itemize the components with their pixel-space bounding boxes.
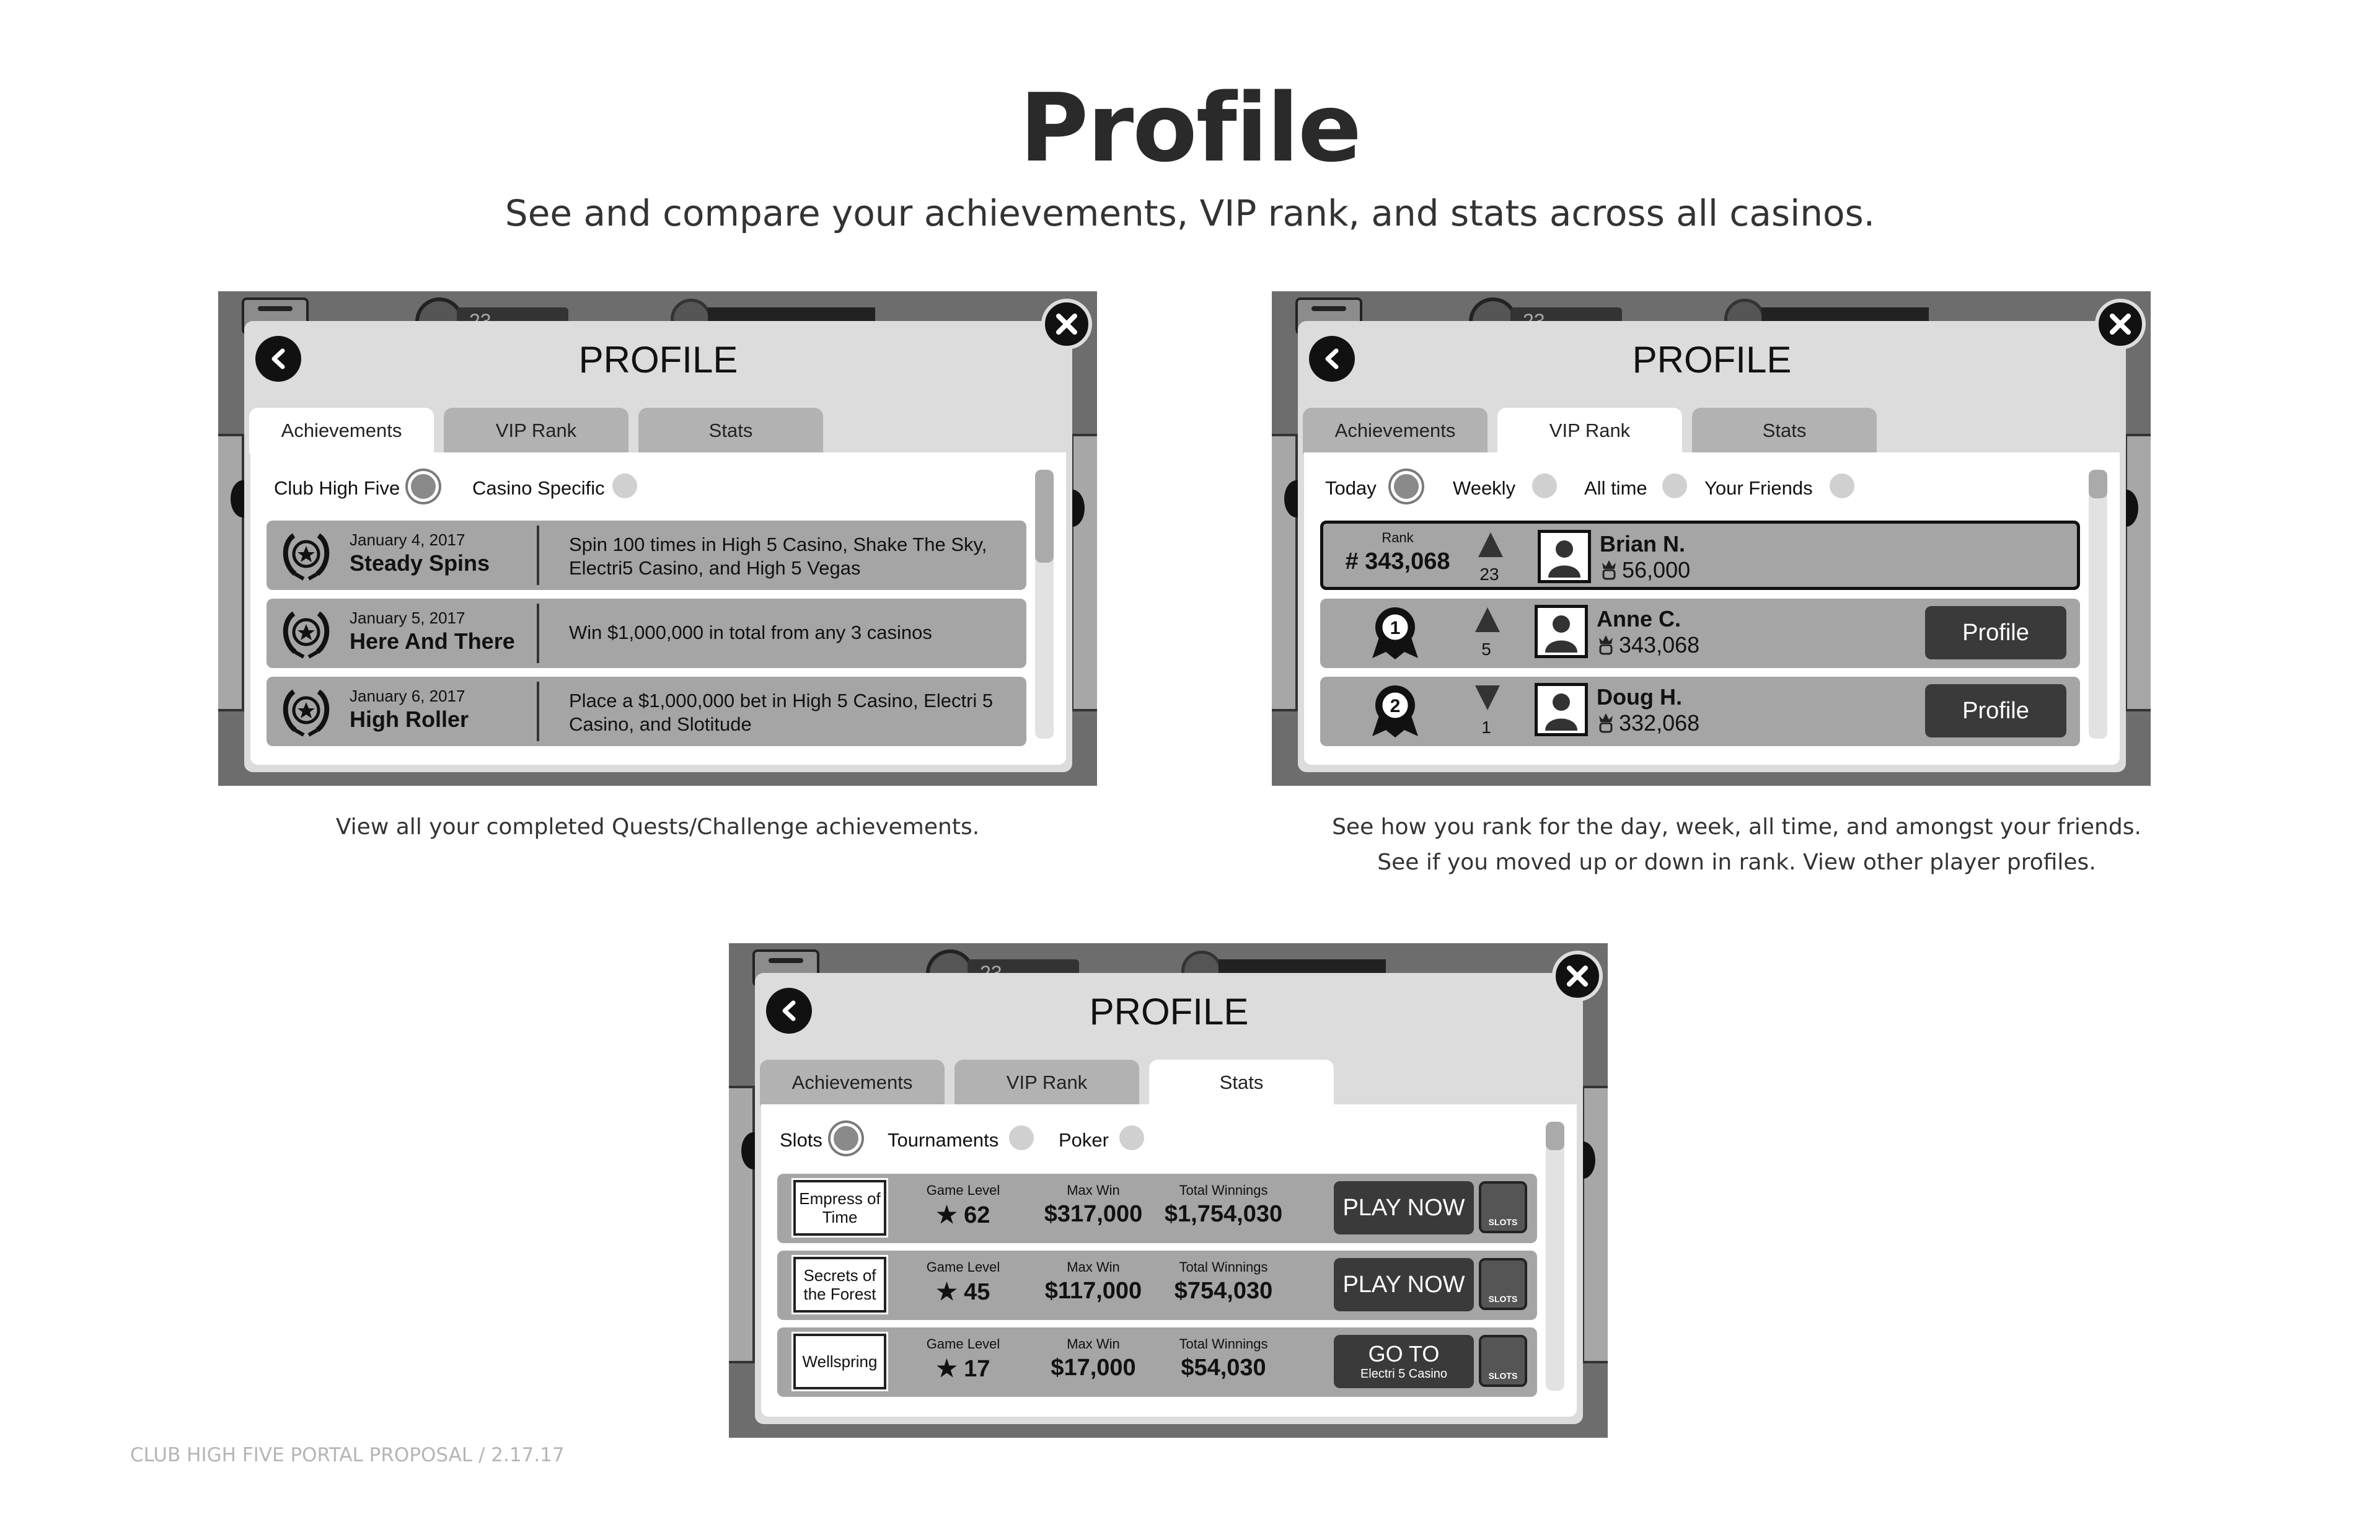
filter-poker-radio[interactable] (1119, 1125, 1144, 1150)
game-stat-row (777, 1174, 1537, 1243)
star-icon: ★ (936, 1356, 964, 1382)
profile-panel (755, 973, 1583, 1424)
total-winnings-value: $1,754,030 (1164, 1201, 1283, 1227)
close-icon (1045, 302, 1088, 346)
game-level-number: 45 (964, 1279, 990, 1305)
filter-tournaments-radio[interactable] (1009, 1125, 1034, 1150)
go-to-casino: Electri 5 Casino (1360, 1367, 1448, 1381)
stats-mockup (729, 943, 1608, 1438)
profile-panel (1298, 321, 2126, 772)
divider (537, 682, 539, 741)
max-win-label: Max Win (1067, 1259, 1120, 1275)
laurel-star-icon (276, 529, 336, 581)
caption-vip-line1: See how you rank for the day, week, all time, and amongst your friends. (1332, 814, 2141, 840)
close-button[interactable] (1552, 951, 1603, 1001)
achievement-name: High Roller (350, 706, 469, 732)
star-icon: ★ (936, 1279, 964, 1305)
avatar[interactable] (1538, 530, 1591, 583)
crown-hand-icon (1597, 711, 1615, 733)
rank-label: Rank (1382, 530, 1414, 545)
total-winnings-value: $54,030 (1181, 1355, 1266, 1381)
scrollbar[interactable] (1546, 1122, 1564, 1391)
rank-move: 5 (1481, 640, 1491, 659)
close-icon (1556, 954, 1599, 998)
filter-club-high-five-radio[interactable] (408, 471, 439, 502)
total-winnings-label: Total Winnings (1179, 1259, 1268, 1275)
go-to-button[interactable] (1334, 1335, 1474, 1388)
achievement-row (267, 677, 1026, 746)
panel-title: PROFILE (1089, 991, 1249, 1032)
profile-button[interactable]: Profile (1925, 606, 2066, 659)
tab-stats[interactable]: Stats (638, 408, 823, 454)
achievement-date: January 6, 2017 (350, 687, 465, 705)
go-to-label: GO TO (1368, 1341, 1440, 1366)
player-points (1597, 632, 1699, 658)
tab-achievements[interactable]: Achievements (249, 408, 434, 454)
arrow-up-icon (1474, 606, 1501, 633)
laurel-star-icon (276, 685, 336, 737)
player-name: Doug H. (1597, 684, 1682, 710)
achievement-name: Here And There (350, 628, 515, 654)
casino-logo-text: SLOTS (1488, 1371, 1518, 1381)
tab-stats[interactable]: Stats (1692, 408, 1877, 454)
achievement-date: January 5, 2017 (350, 609, 465, 627)
game-level-number: 62 (964, 1202, 990, 1228)
ribbon-medal-icon (1367, 605, 1423, 661)
player-points-value: 56,000 (1622, 557, 1691, 583)
side-panel-right (1071, 434, 1097, 711)
player-points-value: 332,068 (1619, 710, 1700, 736)
rank-move: 23 (1479, 565, 1499, 584)
caption-vip-line2: See if you moved up or down in rank. View other player profiles. (1377, 850, 2096, 875)
crown-hand-icon (1600, 558, 1618, 580)
divider (537, 526, 539, 585)
my-rank-row (1320, 521, 2080, 590)
casino-logo[interactable] (1479, 1335, 1527, 1387)
close-button[interactable] (2095, 299, 2146, 350)
laurel-star-icon (276, 607, 336, 659)
game-level-value (920, 1355, 1007, 1383)
game-stat-row (777, 1251, 1537, 1320)
close-button[interactable] (1041, 299, 1092, 350)
filter-slots-radio[interactable] (831, 1123, 862, 1154)
player-name: Brian N. (1600, 531, 1686, 557)
achievement-description: Spin 100 times in High 5 Casino, Shake The Sky, Electri5 Casino, and High 5 Vegas (569, 534, 987, 579)
game-level-value (920, 1201, 1007, 1229)
scrollbar[interactable] (1035, 470, 1054, 739)
filter-casino-specific-label: Casino Specific (472, 477, 605, 499)
vip-rank-mockup (1272, 291, 2151, 786)
achievement-name: Steady Spins (350, 550, 490, 576)
filter-friends-radio[interactable] (1830, 473, 1854, 498)
side-panel-left (729, 1086, 755, 1363)
total-winnings-label: Total Winnings (1179, 1336, 1268, 1352)
game-name[interactable]: Secrets of the Forest (793, 1257, 886, 1313)
filter-tournaments-label: Tournaments (888, 1129, 999, 1151)
leaderboard-row (1320, 599, 2080, 668)
user-icon (1538, 686, 1585, 733)
game-level-label: Game Level (926, 1336, 1000, 1352)
achievements-content (250, 452, 1066, 765)
game-stat-row (777, 1327, 1537, 1397)
side-panel-right (1582, 1086, 1608, 1363)
divider (537, 604, 539, 663)
casino-logo-text: SLOTS (1488, 1294, 1518, 1304)
tab-achievements[interactable]: Achievements (1303, 408, 1488, 454)
page-title: Profile (1019, 73, 1361, 183)
tab-achievements[interactable]: Achievements (760, 1060, 945, 1106)
achievement-row (267, 521, 1026, 590)
filter-casino-specific-radio[interactable] (612, 473, 637, 498)
achievement-description: Win $1,000,000 in total from any 3 casinos (569, 622, 932, 643)
tab-stats[interactable]: Stats (1149, 1060, 1334, 1106)
max-win-label: Max Win (1067, 1336, 1120, 1352)
play-now-button[interactable]: PLAY NOW (1334, 1181, 1474, 1234)
player-points (1600, 557, 1690, 583)
player-name: Anne C. (1597, 606, 1681, 631)
crown-hand-icon (1597, 633, 1615, 655)
panel-title: PROFILE (578, 339, 738, 381)
filter-today-radio[interactable] (1391, 471, 1422, 502)
tab-vip-rank[interactable]: VIP Rank (954, 1060, 1139, 1106)
filter-today-label: Today (1325, 477, 1377, 499)
casino-logo[interactable] (1479, 1258, 1527, 1310)
filter-poker-label: Poker (1059, 1129, 1109, 1151)
player-points-value: 343,068 (1619, 632, 1700, 658)
max-win-value: $317,000 (1044, 1201, 1143, 1227)
page-subtitle: See and compare your achievements, VIP rank, and stats across all casinos. (505, 192, 1875, 234)
caption-achievements: View all your completed Quests/Challenge achievements. (335, 814, 980, 840)
filter-all-time-label: All time (1584, 477, 1647, 499)
arrow-down-icon (1474, 684, 1501, 711)
user-icon (1541, 533, 1588, 580)
leaderboard-row (1320, 677, 2080, 746)
stats-content (761, 1104, 1577, 1417)
game-name[interactable]: Empress of Time (793, 1180, 886, 1236)
game-level-value (920, 1278, 1007, 1306)
achievement-row (267, 599, 1026, 668)
ribbon-medal-icon (1367, 683, 1423, 739)
avatar[interactable] (1535, 683, 1588, 736)
tab-vip-rank[interactable]: VIP Rank (444, 408, 628, 454)
total-winnings-label: Total Winnings (1179, 1182, 1268, 1198)
casino-logo[interactable] (1479, 1181, 1527, 1233)
profile-panel (244, 321, 1072, 772)
side-panel-right (2125, 434, 2151, 711)
achievement-description: Place a $1,000,000 bet in High 5 Casino, Electri 5 Casino, and Slotitude (569, 690, 994, 735)
close-icon (2099, 302, 2142, 346)
filter-friends-label: Your Friends (1704, 477, 1813, 499)
casino-logo-text: SLOTS (1488, 1217, 1518, 1227)
game-name[interactable]: Wellspring (793, 1334, 886, 1389)
caption-vip (1272, 809, 2202, 880)
filter-slots-label: Slots (780, 1129, 822, 1151)
filter-weekly-label: Weekly (1453, 477, 1516, 499)
filter-weekly-radio[interactable] (1532, 473, 1557, 498)
total-winnings-value: $754,030 (1174, 1278, 1273, 1304)
user-icon (1538, 608, 1585, 655)
side-panel-left (1272, 434, 1298, 711)
achievements-mockup (218, 291, 1097, 786)
footer-text: CLUB HIGH FIVE PORTAL PROPOSAL / 2.17.17 (130, 1444, 565, 1466)
side-panel-left (218, 434, 244, 711)
profile-button[interactable]: Profile (1925, 684, 2066, 737)
arrow-up-icon (1477, 531, 1504, 558)
scrollbar-thumb[interactable] (2089, 470, 2107, 498)
max-win-value: $17,000 (1051, 1355, 1136, 1381)
filter-club-high-five-label: Club High Five (274, 477, 400, 499)
player-points (1597, 710, 1699, 736)
star-icon: ★ (936, 1202, 964, 1228)
rank-move: 1 (1481, 718, 1491, 737)
game-level-label: Game Level (926, 1182, 1000, 1198)
scrollbar-thumb[interactable] (1546, 1122, 1564, 1150)
game-level-label: Game Level (926, 1259, 1000, 1275)
scrollbar-thumb[interactable] (1035, 470, 1054, 563)
achievement-date: January 4, 2017 (350, 530, 465, 549)
max-win-label: Max Win (1067, 1182, 1120, 1198)
tab-vip-rank[interactable]: VIP Rank (1497, 408, 1682, 454)
rank-value: # 343,068 (1345, 548, 1450, 574)
game-level-number: 17 (964, 1356, 990, 1382)
scrollbar[interactable] (2089, 470, 2107, 739)
filter-all-time-radio[interactable] (1662, 473, 1687, 498)
panel-title: PROFILE (1632, 339, 1792, 381)
play-now-button[interactable]: PLAY NOW (1334, 1258, 1474, 1311)
max-win-value: $117,000 (1044, 1278, 1142, 1304)
avatar[interactable] (1535, 605, 1588, 658)
vip-content (1304, 452, 2120, 765)
medal-place: 1 (1390, 618, 1401, 638)
medal-place: 2 (1390, 696, 1401, 716)
